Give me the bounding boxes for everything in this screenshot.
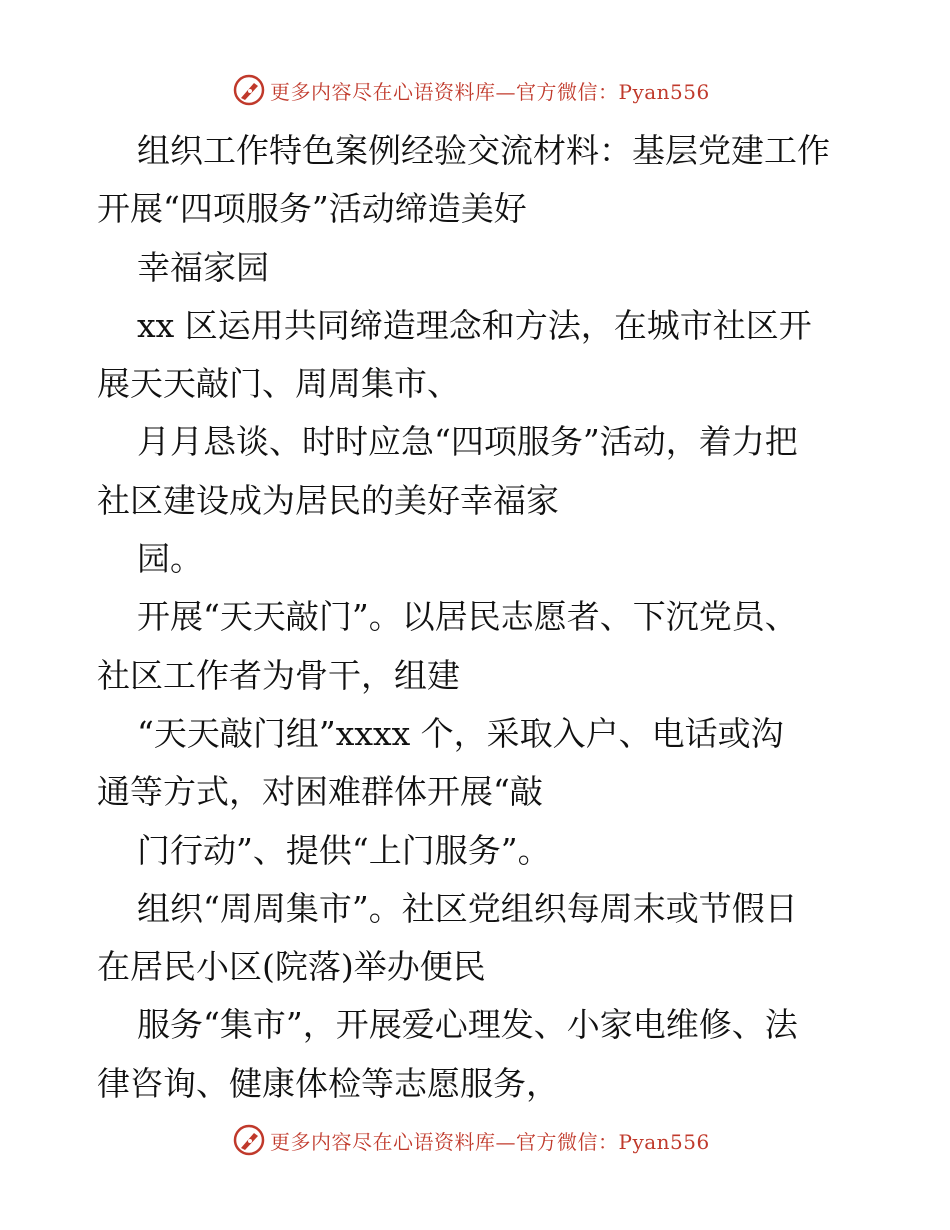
document-line: 月月恳谈、时时应急“四项服务”活动，着力把 bbox=[137, 422, 798, 462]
document-line: 通等方式，对困难群体开展“敲 bbox=[97, 772, 543, 812]
document-line: 社区建设成为居民的美好幸福家 bbox=[97, 480, 559, 520]
banner-text: 更多内容尽在心语资料库—官方微信：Pyan556 bbox=[270, 79, 710, 104]
pen-logo-icon bbox=[232, 73, 266, 107]
document-line: 幸福家园 bbox=[137, 247, 269, 287]
document-line: 开展“四项服务”活动缔造美好 bbox=[97, 189, 527, 229]
document-line: 服务“集市”，开展爱心理发、小家电维修、法 bbox=[137, 1005, 798, 1045]
document-line: 门行动”、提供“上门服务”。 bbox=[137, 830, 551, 870]
banner-text: 更多内容尽在心语资料库—官方微信：Pyan556 bbox=[270, 1129, 710, 1154]
document-line: 组织工作特色案例经验交流材料：基层党建工作 bbox=[137, 131, 830, 170]
document-line: “天天敲门组”xxxx 个，采取入户、电话或沟 bbox=[137, 713, 784, 753]
footer-banner bbox=[232, 1122, 710, 1158]
document-line: xx 区运用共同缔造理念和方法，在城市社区开 bbox=[137, 305, 812, 345]
pen-logo-icon bbox=[232, 1123, 266, 1157]
header-banner bbox=[232, 72, 710, 108]
document-line: 社区工作者为骨干，组建 bbox=[97, 655, 460, 695]
document-line: 展天天敲门、周周集市、 bbox=[97, 364, 460, 404]
document-body bbox=[97, 122, 857, 1113]
document-line: 律咨询、健康体检等志愿服务， bbox=[97, 1063, 559, 1103]
document-line: 组织“周周集市”。社区党组织每周末或节假日 bbox=[137, 888, 798, 928]
document-line: 园。 bbox=[137, 539, 203, 579]
document-line: 开展“天天敲门”。以居民志愿者、下沉党员、 bbox=[137, 597, 798, 637]
document-line: 在居民小区(院落)举办便民 bbox=[97, 947, 486, 987]
